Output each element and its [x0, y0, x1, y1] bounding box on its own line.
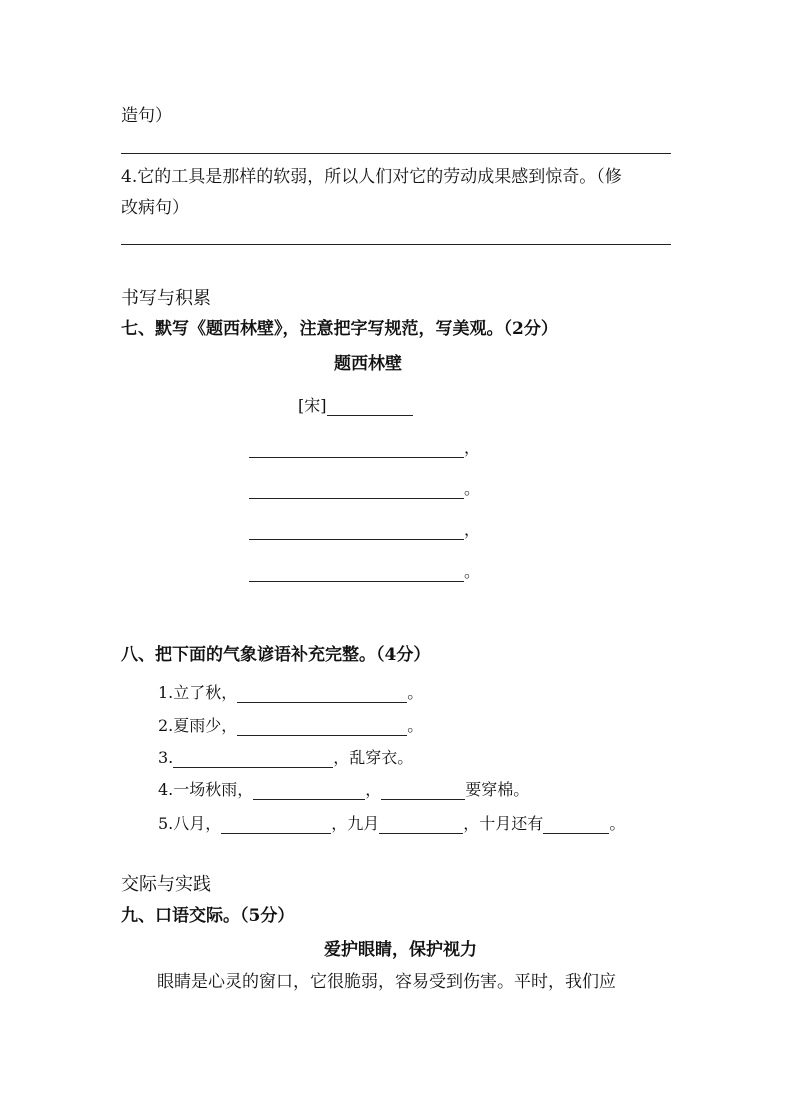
- proverb-2-end: 。: [407, 716, 424, 735]
- poem-line-4: [249, 562, 480, 582]
- proverb-5-blank-3[interactable]: [543, 817, 609, 834]
- q4-answer-line[interactable]: [121, 244, 671, 245]
- poem-line-3-punct: ，: [464, 520, 481, 539]
- poem-line-1-blank[interactable]: [249, 441, 464, 458]
- proverb-3-num: 3.: [158, 748, 174, 767]
- proverb-3: [158, 748, 413, 768]
- proverb-3-text: ，乱穿衣。: [333, 748, 414, 767]
- proverb-4-text: 一场秋雨，: [173, 780, 254, 799]
- poem-line-3-blank[interactable]: [249, 523, 464, 540]
- proverb-5-sep-1: ，九月: [331, 814, 380, 833]
- proverb-2-text: 夏雨少，: [173, 716, 238, 735]
- q9-title: 九、口语交际。（5分）: [121, 906, 295, 926]
- proverb-1-text: 立了秋，: [173, 683, 238, 702]
- proverb-5-blank-2[interactable]: [379, 817, 463, 834]
- q8-title: 八、把下面的气象谚语补充完整。（4分）: [121, 645, 431, 665]
- poem-author-row: [298, 396, 413, 416]
- proverb-5-num: 5.: [158, 814, 174, 833]
- q9-subtitle: 爱护眼睛，保护视力: [324, 940, 477, 960]
- poem-line-4-blank[interactable]: [249, 565, 464, 582]
- proverb-4-end: 要穿棉。: [465, 780, 530, 799]
- proverb-5-end: 。: [609, 814, 626, 833]
- poem-line-1: [249, 438, 480, 458]
- q9-paragraph: 眼睛是心灵的窗口，它很脆弱，容易受到伤害。平时，我们应: [157, 972, 616, 992]
- proverb-4-num: 4.: [158, 780, 174, 799]
- q4-line1: 4.它的工具是那样的软弱，所以人们对它的劳动成果感到惊奇。（修: [121, 167, 622, 187]
- proverb-4-blank-2[interactable]: [381, 783, 465, 800]
- proverb-4-blank-1[interactable]: [253, 783, 365, 800]
- poem-dynasty: [宋]: [298, 396, 327, 415]
- poem-line-4-punct: 。: [464, 562, 481, 581]
- proverb-5: [158, 814, 625, 834]
- proverb-2-num: 2.: [158, 716, 174, 735]
- q3-tail-text: 造句）: [121, 106, 172, 126]
- q7-title: 七、默写《题西林壁》，注意把字写规范，写美观。（2分）: [121, 319, 558, 339]
- poem-line-2: [249, 479, 480, 499]
- proverb-4-sep: ，: [365, 780, 382, 799]
- proverb-4: [158, 780, 529, 800]
- q4-line2: 改病句）: [121, 198, 189, 218]
- proverb-5-sep-2: ，十月还有: [463, 814, 544, 833]
- poem-line-2-punct: 。: [464, 479, 481, 498]
- proverb-1: [158, 683, 423, 703]
- poem-line-3: [249, 520, 480, 540]
- poem-line-2-blank[interactable]: [249, 482, 464, 499]
- proverb-1-end: 。: [407, 683, 424, 702]
- proverb-5-blank-1[interactable]: [221, 817, 331, 834]
- section-heading-practice: 交际与实践: [121, 874, 211, 895]
- q3-answer-line[interactable]: [121, 153, 671, 154]
- proverb-2-blank[interactable]: [237, 719, 407, 736]
- proverb-1-blank[interactable]: [237, 686, 407, 703]
- poem-title: 题西林壁: [334, 354, 402, 374]
- proverb-5-text: 八月，: [173, 814, 222, 833]
- proverb-3-blank[interactable]: [173, 751, 333, 768]
- proverb-1-num: 1.: [158, 683, 174, 702]
- proverb-2: [158, 716, 423, 736]
- section-heading-writing: 书写与积累: [121, 288, 211, 309]
- poem-author-blank[interactable]: [327, 399, 413, 416]
- poem-line-1-punct: ，: [464, 438, 481, 457]
